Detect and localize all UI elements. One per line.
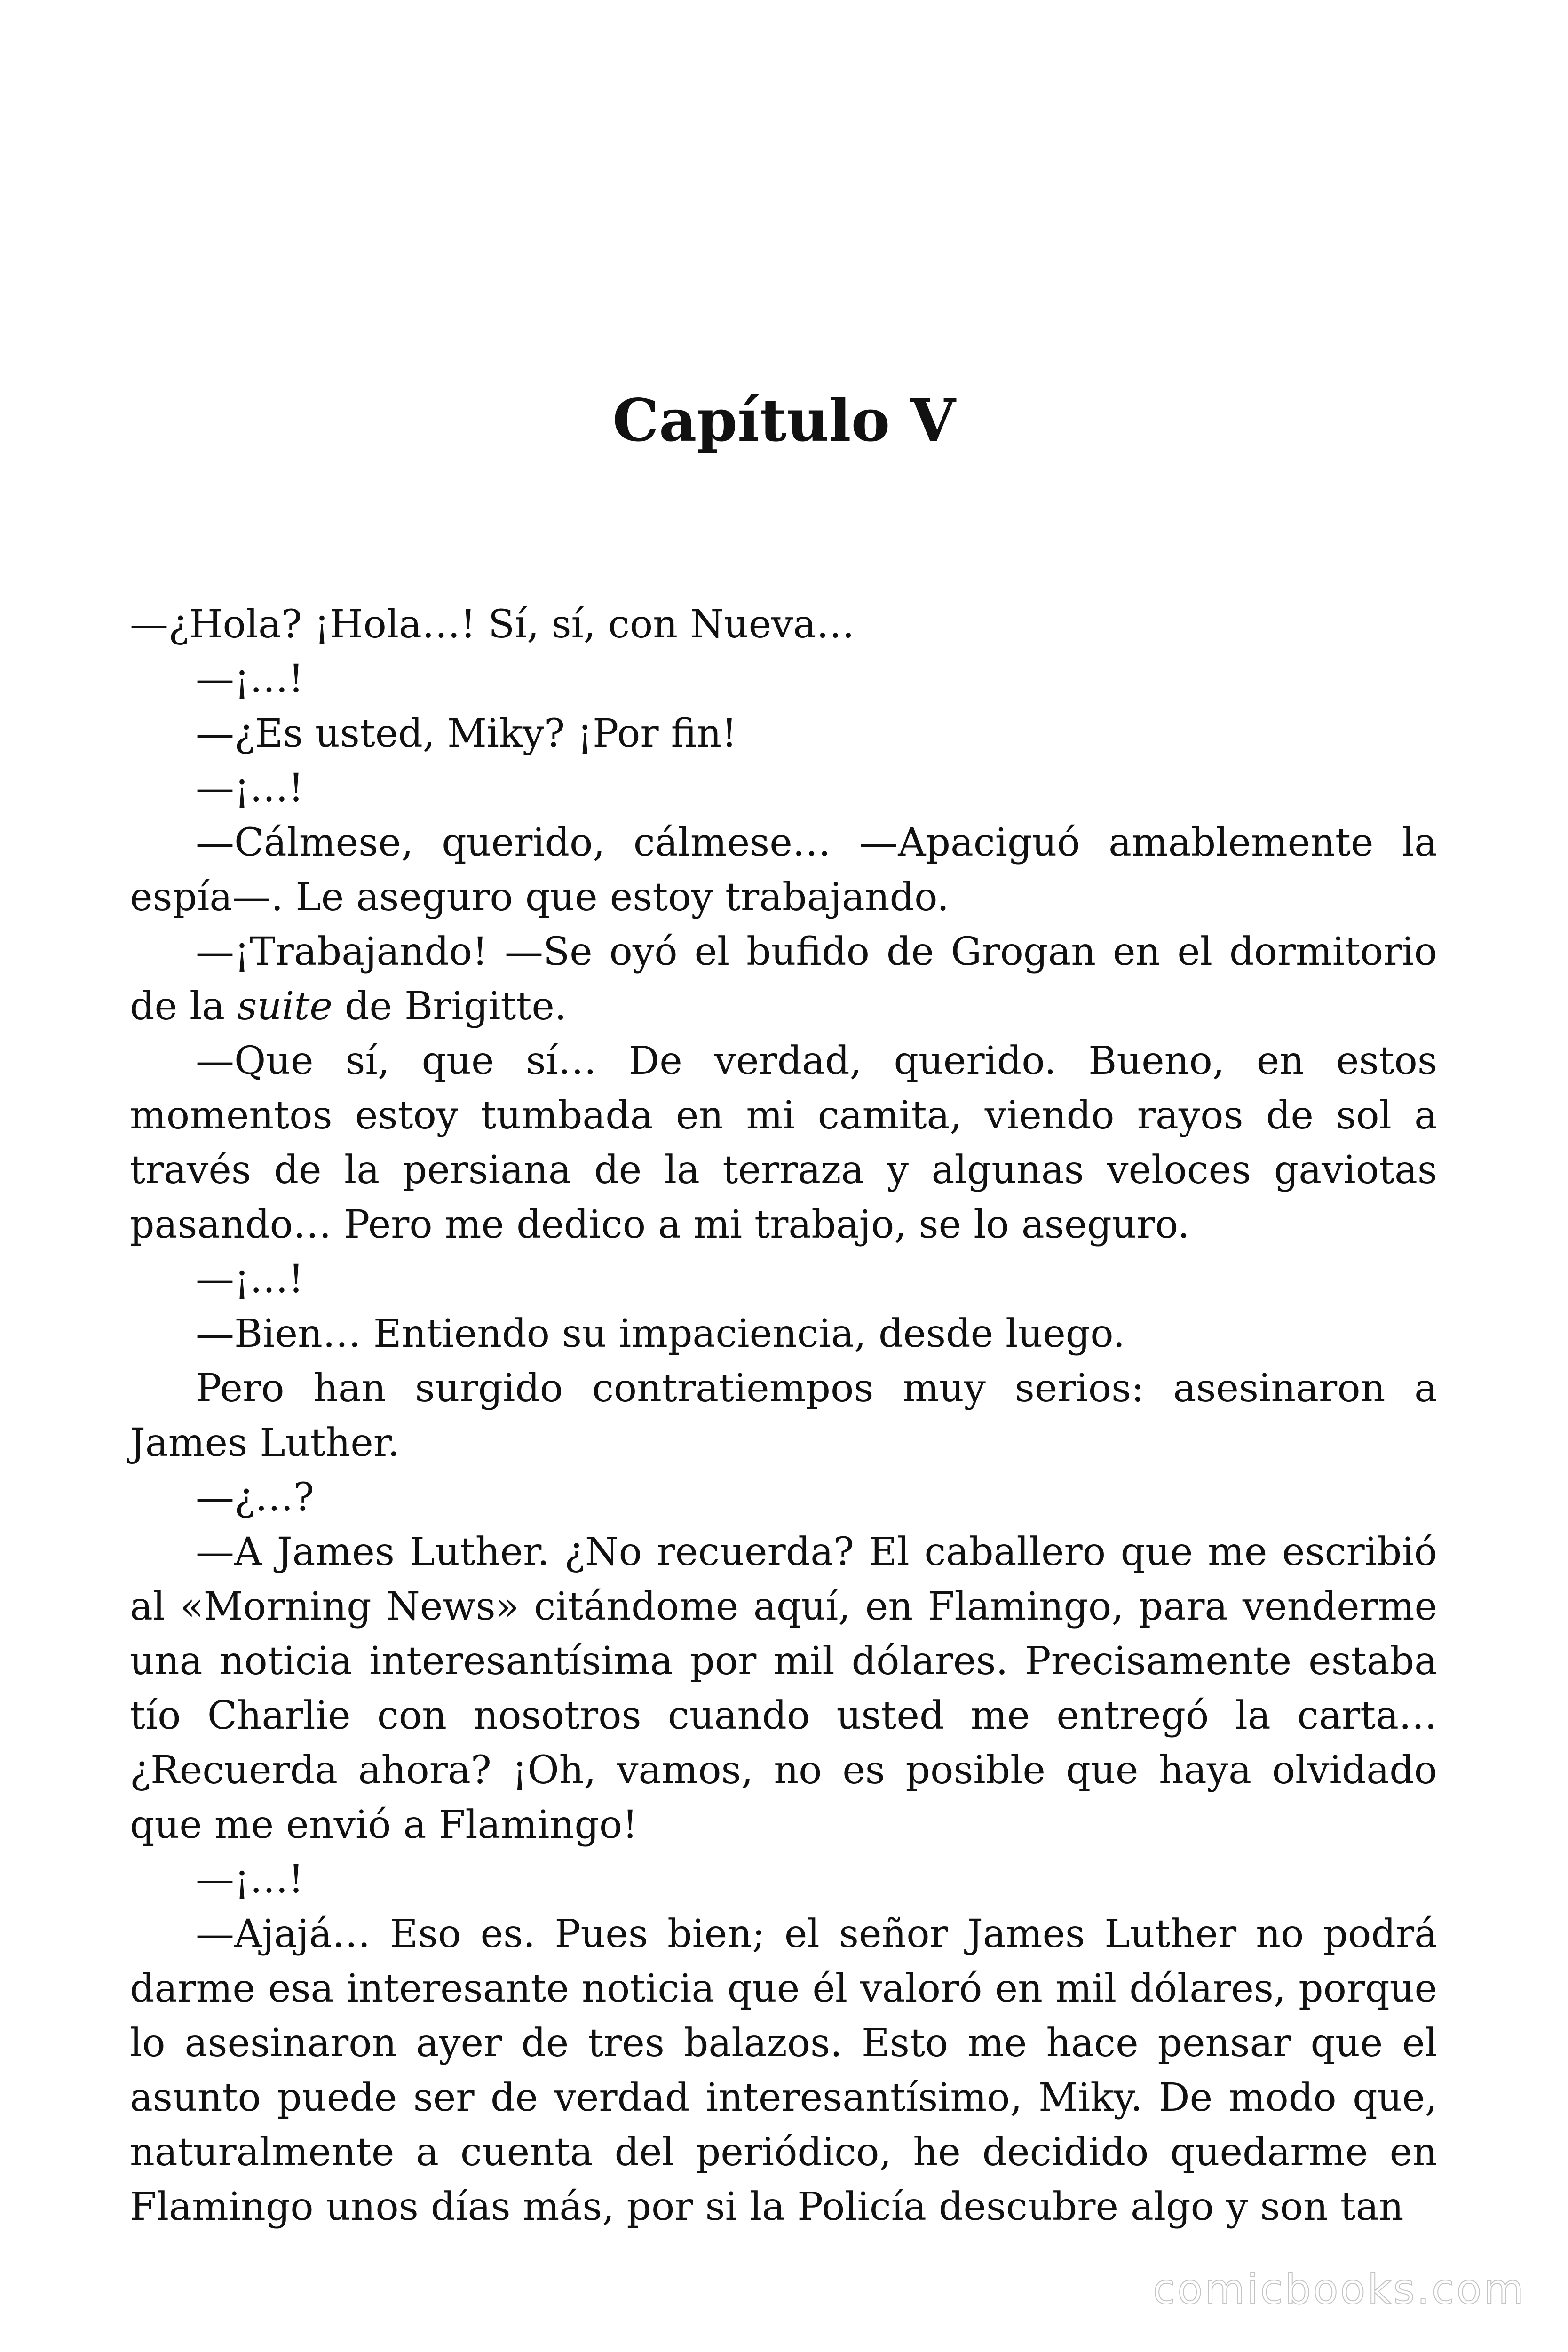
paragraph: —¡…!: [196, 1257, 304, 1302]
paragraph-text: de Brigitte.: [332, 984, 567, 1029]
body-text: [130, 597, 1437, 2234]
watermark: comicbooks.com: [1152, 2265, 1526, 2313]
paragraph: —A James Luther. ¿No recuerda? El caballero que me escribió al «Morning News» citándome aquí, en Flamingo, para venderme una noticia interesantísima por mil dólares. Precisamente estaba tío Charlie con nosotros cuando usted me entregó la carta… ¿Recuerda ahora? ¡Oh, vamos, no es posible que haya olvidado que me envió a Flamingo!: [130, 1530, 1437, 1847]
paragraph: —¿Hola? ¡Hola…! Sí, sí, con Nueva…: [130, 602, 855, 647]
paragraph: —Cálmese, querido, cálmese… —Apaciguó amablemente la espía—. Le aseguro que estoy trabajando.: [130, 820, 1437, 920]
paragraph-text: —¡Trabajando! —Se oyó el bufido de Grogan en el dormitorio de la: [130, 930, 1437, 1029]
paragraph: —¡…!: [196, 657, 304, 701]
paragraph: [130, 925, 1437, 1034]
chapter-title: Capítulo V: [612, 387, 956, 455]
paragraph: —¿Es usted, Miky? ¡Por fin!: [196, 711, 737, 756]
paragraph: —¡…!: [196, 1857, 304, 1902]
paragraph: —¿…?: [196, 1475, 314, 1520]
paragraph: —Bien… Entiendo su impaciencia, desde luego.: [196, 1311, 1125, 1356]
paragraph: —Que sí, que sí… De verdad, querido. Bueno, en estos momentos estoy tumbada en mi camita, viendo rayos de sol a través de la persiana de la terraza y algunas veloces gaviotas pasando… Pero me dedico a mi trabajo, se lo aseguro.: [130, 1039, 1437, 1247]
paragraph: Pero han surgido contratiempos muy serios: asesinaron a James Luther.: [130, 1366, 1437, 1465]
italic-word: suite: [237, 984, 333, 1029]
paragraph: —¡…!: [196, 766, 304, 810]
paragraph: —Ajajá… Eso es. Pues bien; el señor James Luther no podrá darme esa interesante noticia que él valoró en mil dólares, porque lo asesinaron ayer de tres balazos. Esto me hace pensar que el asunto puede ser de verdad interesantísimo, Miky. De modo que, naturalmente a cuenta del periódico, he decidido quedarme en Flamingo unos días más, por si la Policía descubre algo y son tan: [130, 1912, 1437, 2229]
